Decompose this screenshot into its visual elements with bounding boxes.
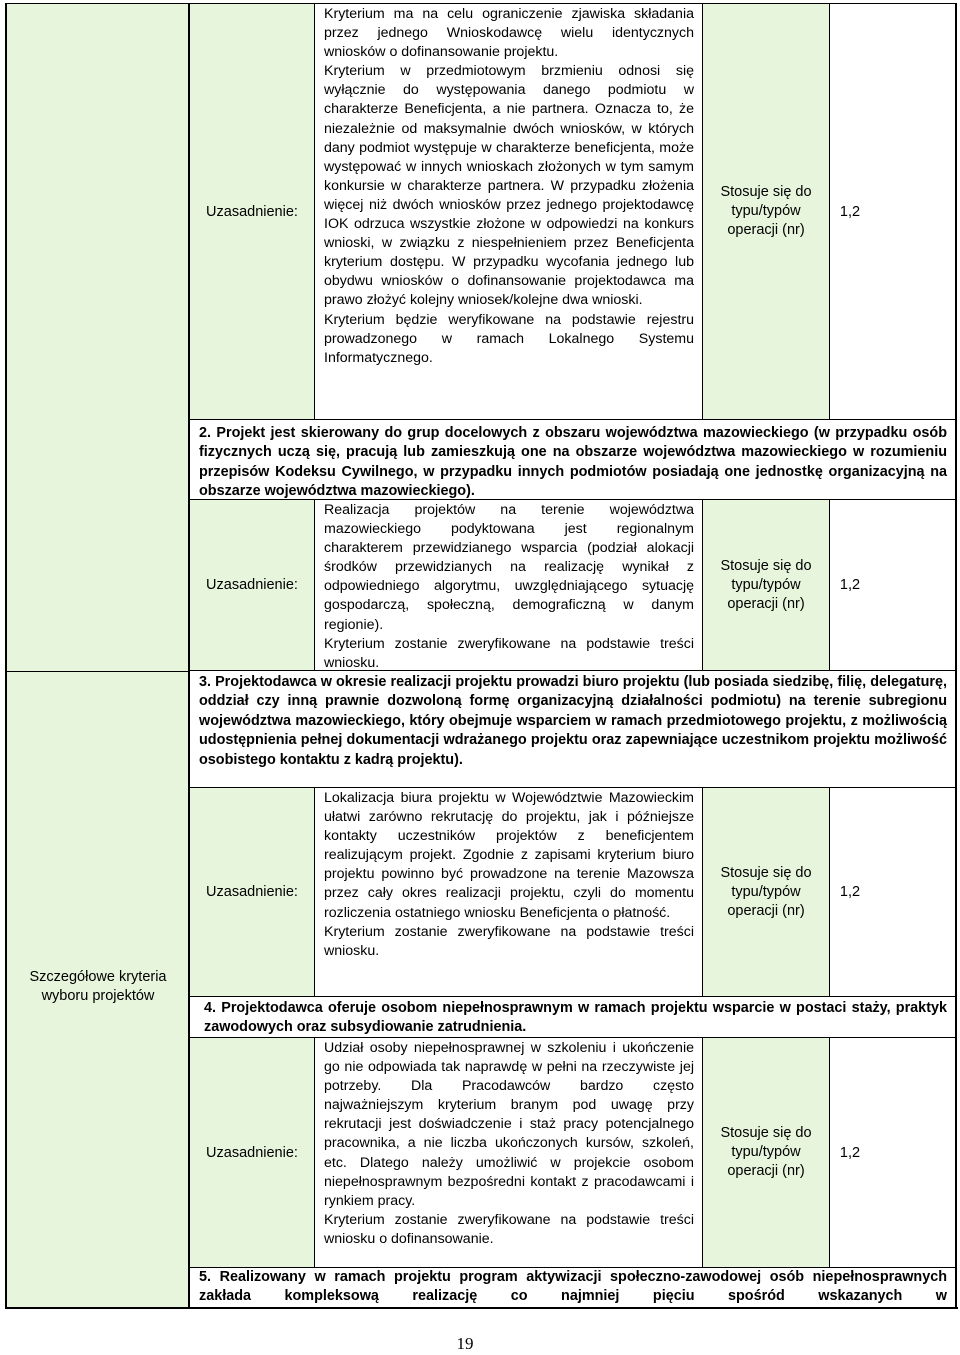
table-border-bottom <box>5 1307 958 1309</box>
justification-label: Uzasadnienie: <box>206 577 298 593</box>
table-border-left <box>5 3 7 1309</box>
applies-to-label: Stosuje się do typu/typów operacji (nr) <box>720 1125 812 1179</box>
page-number: 19 <box>456 1334 474 1353</box>
criterion-heading: 4. Projektodawca oferuje osobom niepełnosprawnym w ramach projektu wsparcie w postaci staży, praktyk zawodowych oraz subsydiowanie zatrudnienia. <box>204 1000 947 1036</box>
justification-paragraph: Kryterium w przedmiotowym brzmieniu odnosi się wyłącznie do występowania danego podmiotu w charakterze Beneficjenta, a nie partnera. Oznacza to, że niezależnie od maksymalnie dwóch wniosków, w których dany podmiot występuje w charakterze beneficjenta, może występować w innych wnioskach złożonych w tym samym konkursie w charakterze partnera. W przypadku złożenia więcej niż dwóch wniosków przez jednego projektodawcę IOK odrzuca wszystkie złożone w odpowiedzi na konkurs wnioski, w związku z niespełnieniem przez Beneficjenta kryterium dostępu. W przypadku wycofania jednego lub obydwu wniosków o dofinansowanie projektodawca ma prawo złożyć kolejny wniosek/kolejne dwa wnioski. <box>324 63 694 309</box>
operation-types-value: 1,2 <box>839 203 861 220</box>
divider <box>702 3 703 420</box>
applies-to-label: Stosuje się do typu/typów operacji (nr) <box>720 557 812 612</box>
justification-paragraph: Lokalizacja biura projektu w Województwie Mazowieckim ułatwi zarówno rekrutację do projektu, jak i późniejsze kontakty uczestników projektów z beneficjentem realizującym projekt. Zgodnie z zapisami kryterium biuro projektu powinno być prowadzone na terenie Mazowsza przez cały okres realizacji projektu, czyli do momentu rozliczenia ostatniego wniosku Beneficjenta o płatność. <box>324 790 694 921</box>
criterion-heading: 3. Projektodawca w okresie realizacji projektu prowadzi biuro projektu (lub posiada siedzibę, filię, delegaturę, oddział czy inną prawnie dozwoloną formę organizacyjną działalności podmiotu) na terenie subregionu województwa mazowieckiego, który obejmuje wsparciem w ramach przedmiotowego projektu, z możliwością udostępnienia pełnej dokumentacji wdrażanego projektu oraz zapewniające uczestnikom projektu możliwość osobistego kontaktu z kadrą projektu). <box>199 674 947 768</box>
applies-to-label: Stosuje się do typu/typów operacji (nr) <box>720 184 812 238</box>
divider <box>702 1037 703 1268</box>
justification-text <box>324 789 694 961</box>
justification-paragraph: Kryterium zostanie zweryfikowane na podstawie treści wniosku. <box>324 635 694 671</box>
justification-label: Uzasadnienie: <box>206 203 298 220</box>
justification-paragraph: Udział osoby niepełnosprawnej w szkoleniu i ukończenie go nie odpowiada tak naprawdę w pełni na rzeczywiste jej potrzeby. Dla Pracodawców bardzo często najważniejszym kryterium branym pod uwagę przy rekrutacji jest doświadczenie i staż pracy potencjalnego pracownika, a nie liczba ukończonych kursów, szkoleń, etc. Dlatego należy umożliwić w projekcie osobom niepełnosprawnym bezpośredni kontakt z pracodawcami i rynkiem pracy. <box>324 1040 694 1209</box>
applies-to-label: Stosuje się do typu/typów operacji (nr) <box>720 864 812 919</box>
operation-types-value: 1,2 <box>839 577 861 593</box>
justification-text <box>324 5 694 368</box>
operation-types-value: 1,2 <box>839 1144 861 1161</box>
justification-label: Uzasadnienie: <box>206 1144 298 1161</box>
table-border-right <box>955 3 957 1309</box>
justification-paragraph: Kryterium zostanie zweryfikowane na podstawie treści wniosku o dofinansowanie. <box>324 1211 694 1247</box>
justification-label: Uzasadnienie: <box>206 884 298 900</box>
justification-text <box>324 501 694 673</box>
section-label: Szczegółowe kryteria wyboru projektów <box>29 969 167 1004</box>
divider <box>189 419 956 420</box>
section-label-cell-top <box>6 4 189 672</box>
justification-paragraph: Kryterium ma na celu ograniczenie zjawiska składania przez jednego Wnioskodawcę wielu identycznych wniosków o dofinansowanie projektu. <box>324 6 694 61</box>
justification-paragraph: Realizacja projektów na terenie województwa mazowieckiego podyktowana jest regionalnym charakterem przewidzianego wsparcia (podział alokacji środków przewidzianych na realizację wynikał z odpowiedniego algorytmu, uwzględniającego sytuację gospodarczą, społeczną, demograficzną w danym regionie). <box>324 502 694 633</box>
section-label-divider <box>5 671 189 672</box>
divider <box>189 996 956 997</box>
justification-text <box>324 1039 694 1249</box>
criterion-heading: 2. Projekt jest skierowany do grup docelowych z obszaru województwa mazowieckiego (w przypadku osób fizycznych uczą się, pracują lub zamieszkują one na obszarze województwa mazowieckiego w rozumieniu przepisów Kodeksu Cywilnego, w przypadku innych podmiotów posiadają one jednostkę organizacyjną na obszarze województwa mazowieckiego). <box>199 425 947 500</box>
operation-types-value: 1,2 <box>839 884 861 900</box>
divider <box>702 499 703 671</box>
divider <box>702 787 703 997</box>
justification-paragraph: Kryterium zostanie zweryfikowane na podstawie treści wniosku. <box>324 923 694 959</box>
criterion-heading: 5. Realizowany w ramach projektu program aktywizacji społeczno-zawodowej osób niepełnosprawnych zakłada kompleksową realizację co najmniej pięciu spośród wskazanych w <box>199 1269 947 1305</box>
justification-paragraph: Kryterium będzie weryfikowane na podstawie rejestru prowadzonego w ramach Lokalnego Systemu Informatycznego. <box>324 311 694 366</box>
